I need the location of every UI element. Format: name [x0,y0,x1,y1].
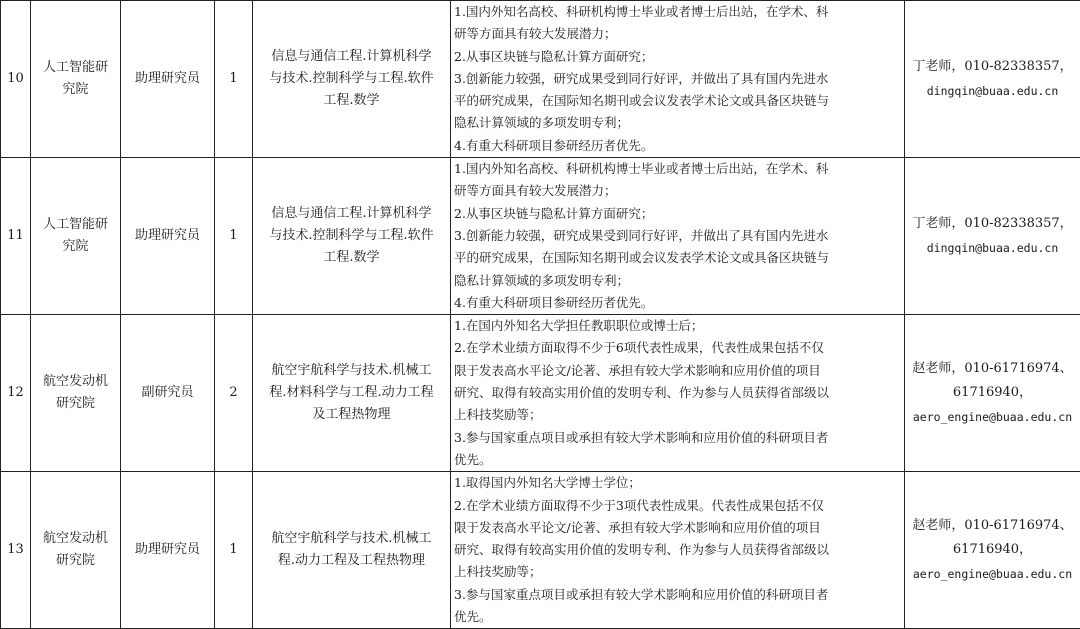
position-cell [121,1,215,158]
cell-text-line: 2.在学术业绩方面取得不少于6项代表性成果，代表性成果包括不仅 [454,337,902,359]
contact-cell [905,472,1080,629]
cell-text-line: 航空发动机 [35,528,116,550]
cell-text-line: 与技术.控制科学与工程.软件 [257,225,446,247]
requirements-cell [451,158,905,315]
cell-text-line: 研等方面具有较大发展潜力； [454,23,902,45]
cell-text-line: 航空发动机 [35,371,116,393]
cell-text-line: 1 [219,539,248,561]
unit-cell [31,1,121,158]
count-cell [215,158,253,315]
cell-text-line: 究院 [35,236,116,258]
major-cell [253,158,451,315]
cell-text-line: 61716940， [907,538,1078,562]
cell-text-line: 研究、取得有较高实用价值的发明专利、作为参与人员获得省部级以 [454,382,902,404]
cell-text-line: 助理研究员 [125,225,210,247]
unit-cell [31,158,121,315]
cell-text-line: 航空宇航科学与技术.机械工 [257,360,446,382]
cell-text-line: 上科技奖励等； [454,561,902,583]
cell-text-line: 研究、取得有较高实用价值的发明专利、作为参与人员获得省部级以 [454,539,902,561]
cell-text-line: 4.有重大科研项目参研经历者优先。 [454,135,902,157]
cell-text-line: 程.材料科学与工程.动力工程 [257,382,446,404]
cell-text-line: 信息与通信工程.计算机科学 [257,203,446,225]
cell-text-line: 1.取得国内外知名大学博士学位； [454,472,902,494]
cell-text-line: 究院 [35,79,116,101]
cell-text-line: 人工智能研 [35,57,116,79]
cell-text-line: 10 [1,68,30,90]
requirements-cell [451,472,905,629]
cell-text-line: 1.在国内外知名大学担任教职职位或博士后； [454,315,902,337]
cell-text-line: 上科技奖励等； [454,404,902,426]
major-cell [253,472,451,629]
cell-text-line: 人工智能研 [35,214,116,236]
major-cell [253,1,451,158]
cell-text-line: 研究院 [35,393,116,415]
cell-text-line: aero_engine@buaa.edu.cn [907,562,1078,586]
cell-text-line: dingqin@buaa.edu.cn [907,79,1078,103]
table-row [1,472,1080,629]
cell-text-line: 研究院 [35,550,116,572]
row-number-cell [1,315,31,472]
cell-text-line: 航空宇航科学与技术.机械工 [257,528,446,550]
major-cell [253,315,451,472]
cell-text-line: 研等方面具有较大发展潜力； [454,180,902,202]
table-row [1,315,1080,472]
count-cell [215,1,253,158]
cell-text-line: 及工程热物理 [257,404,446,426]
cell-text-line: 工程.数学 [257,90,446,112]
cell-text-line: 助理研究员 [125,68,210,90]
requirements-cell [451,315,905,472]
cell-text-line: 程.动力工程及工程热物理 [257,550,446,572]
contact-cell [905,158,1080,315]
cell-text-line: 61716940， [907,381,1078,405]
cell-text-line: 丁老师，010-82338357， [907,212,1078,236]
unit-cell [31,315,121,472]
cell-text-line: 平的研究成果，在国际知名期刊或会议发表学术论文或具备区块链与 [454,247,902,269]
position-cell [121,472,215,629]
cell-text-line: 3.参与国家重点项目或承担有较大学术影响和应用价值的科研项目者 [454,584,902,606]
cell-text-line: 赵老师，010-61716974、 [907,514,1078,538]
cell-text-line: 1 [219,68,248,90]
cell-text-line: 13 [1,539,30,561]
table-row [1,1,1080,158]
cell-text-line: 4.有重大科研项目参研经历者优先。 [454,292,902,314]
cell-text-line: 3.创新能力较强，研究成果受到同行好评，并做出了具有国内先进水 [454,68,902,90]
cell-text-line: 隐私计算领域的多项发明专利； [454,112,902,134]
cell-text-line: 优先。 [454,606,902,628]
cell-text-line: 信息与通信工程.计算机科学 [257,46,446,68]
cell-text-line: 限于发表高水平论文/论著、承担有较大学术影响和应用价值的项目 [454,360,902,382]
cell-text-line: dingqin@buaa.edu.cn [907,236,1078,260]
cell-text-line: 赵老师，010-61716974、 [907,357,1078,381]
cell-text-line: 副研究员 [125,382,210,404]
cell-text-line: 12 [1,382,30,404]
cell-text-line: 1.国内外知名高校、科研机构博士毕业或者博士后出站，在学术、科 [454,158,902,180]
cell-text-line: 助理研究员 [125,539,210,561]
count-cell [215,315,253,472]
cell-text-line: 工程.数学 [257,247,446,269]
row-number-cell [1,1,31,158]
cell-text-line: 1.国内外知名高校、科研机构博士毕业或者博士后出站，在学术、科 [454,1,902,23]
cell-text-line: aero_engine@buaa.edu.cn [907,405,1078,429]
cell-text-line: 平的研究成果，在国际知名期刊或会议发表学术论文或具备区块链与 [454,90,902,112]
table-row [1,158,1080,315]
cell-text-line: 1 [219,225,248,247]
cell-text-line: 优先。 [454,449,902,471]
unit-cell [31,472,121,629]
position-cell [121,315,215,472]
contact-cell [905,315,1080,472]
row-number-cell [1,472,31,629]
table-body [1,1,1080,629]
count-cell [215,472,253,629]
cell-text-line: 3.参与国家重点项目或承担有较大学术影响和应用价值的科研项目者 [454,427,902,449]
cell-text-line: 与技术.控制科学与工程.软件 [257,68,446,90]
cell-text-line: 限于发表高水平论文/论著、承担有较大学术影响和应用价值的项目 [454,517,902,539]
position-cell [121,158,215,315]
requirements-cell [451,1,905,158]
cell-text-line: 丁老师，010-82338357， [907,55,1078,79]
cell-text-line: 11 [1,225,30,247]
cell-text-line: 2.从事区块链与隐私计算方面研究； [454,46,902,68]
contact-cell [905,1,1080,158]
row-number-cell [1,158,31,315]
cell-text-line: 2 [219,382,248,404]
cell-text-line: 3.创新能力较强，研究成果受到同行好评，并做出了具有国内先进水 [454,225,902,247]
cell-text-line: 隐私计算领域的多项发明专利； [454,270,902,292]
cell-text-line: 2.在学术业绩方面取得不少于3项代表性成果。代表性成果包括不仅 [454,495,902,517]
cell-text-line: 2.从事区块链与隐私计算方面研究； [454,203,902,225]
